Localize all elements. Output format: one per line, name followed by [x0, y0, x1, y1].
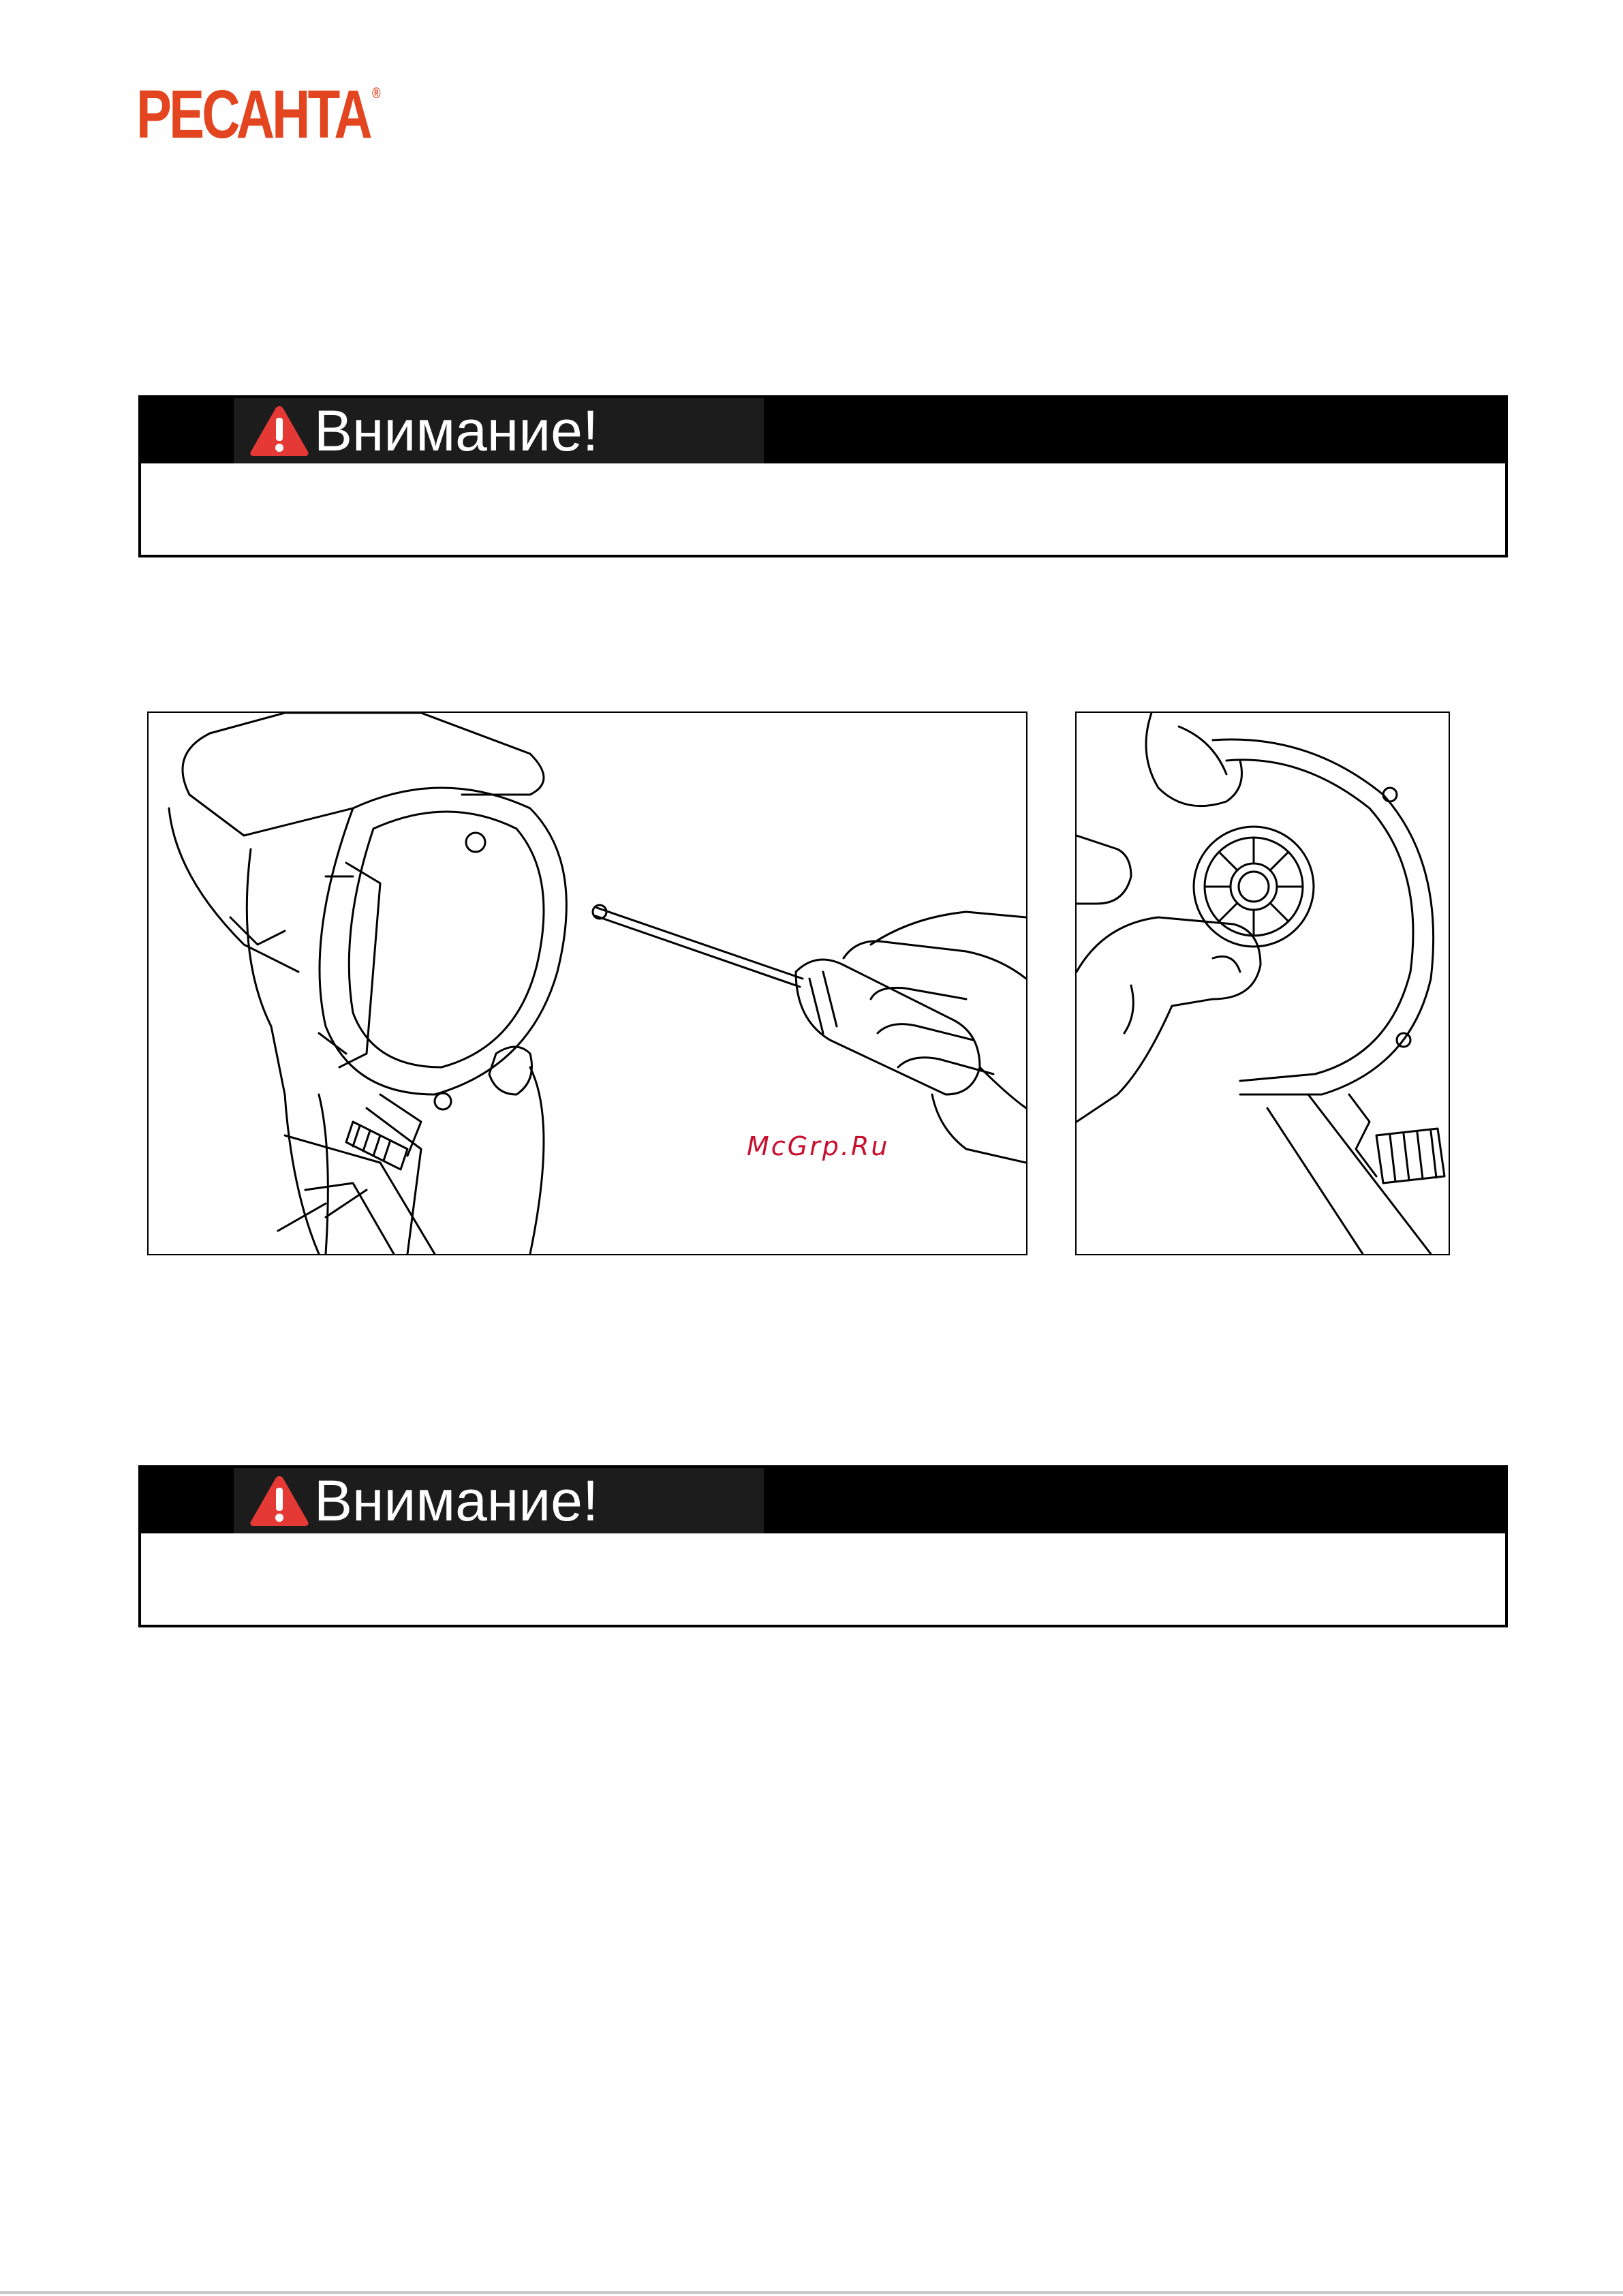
- warning-header-bar: [141, 398, 1505, 463]
- illustration-hand-gear: [1077, 713, 1449, 1254]
- warning-triangle-icon: [249, 404, 310, 457]
- page-bottom-rule: [0, 2291, 1623, 2294]
- warning-box-2: [138, 1465, 1508, 1627]
- warning-triangle-icon: [249, 1474, 310, 1527]
- warning-label: Внимание!: [314, 1469, 599, 1533]
- registered-mark: ®: [371, 85, 381, 102]
- watermark: McGrp.Ru: [747, 1131, 890, 1161]
- warning-label: Внимание!: [314, 399, 599, 463]
- brand-logo: [136, 76, 381, 153]
- brand-name: РЕСАНТА: [136, 76, 370, 153]
- warning-box-1: [138, 395, 1508, 557]
- warning-tab: [234, 398, 764, 463]
- illustration-screwdriver-cover: [149, 713, 1026, 1254]
- warning-tab: [234, 1468, 764, 1533]
- warning-header-bar: [141, 1468, 1505, 1533]
- figure-gear-detail: [1075, 711, 1450, 1255]
- figure-remove-cover: [147, 711, 1027, 1255]
